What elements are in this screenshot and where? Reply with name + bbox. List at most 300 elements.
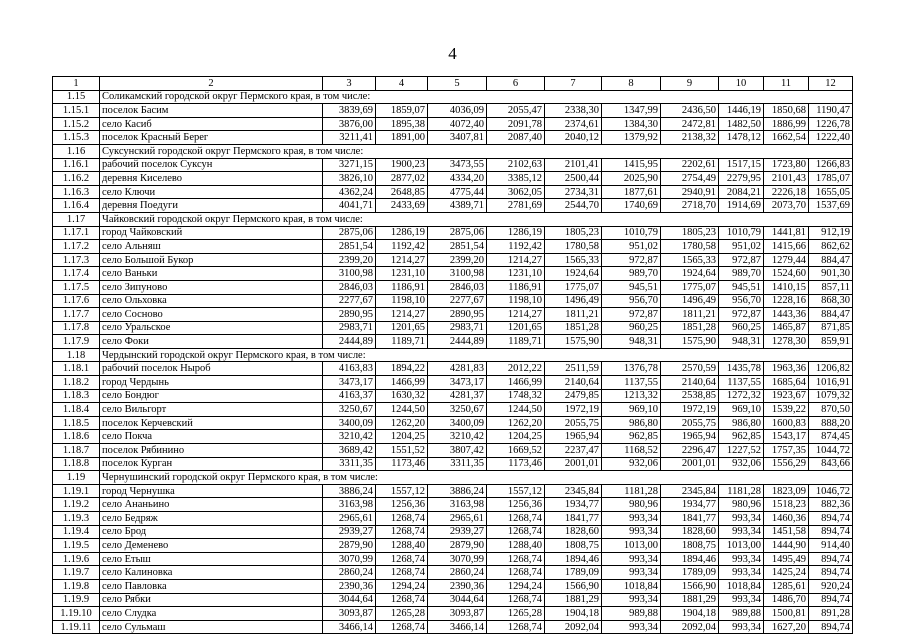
value-cell: 1557,12 bbox=[487, 484, 545, 498]
value-cell: 2570,59 bbox=[661, 362, 719, 376]
value-cell: 980,96 bbox=[719, 498, 764, 512]
value-cell: 956,70 bbox=[602, 294, 661, 308]
section-filler bbox=[661, 144, 719, 158]
table-row bbox=[53, 607, 853, 621]
settlement-name: село Павловка bbox=[100, 579, 323, 593]
value-cell: 1214,27 bbox=[376, 253, 428, 267]
row-code: 1.18.1 bbox=[53, 362, 100, 376]
value-cell: 2983,71 bbox=[428, 321, 487, 335]
value-cell: 1543,17 bbox=[764, 430, 809, 444]
settlement-name: поселок Басим bbox=[100, 104, 323, 118]
section-code: 1.16 bbox=[53, 144, 100, 158]
header-cell: 12 bbox=[809, 77, 853, 91]
value-cell: 2055,47 bbox=[487, 104, 545, 118]
value-cell: 2374,61 bbox=[545, 117, 602, 131]
value-cell: 884,47 bbox=[809, 308, 853, 322]
value-cell: 1466,99 bbox=[487, 376, 545, 390]
value-cell: 972,87 bbox=[602, 308, 661, 322]
value-cell: 1379,92 bbox=[602, 131, 661, 145]
value-cell: 1268,74 bbox=[376, 512, 428, 526]
value-cell: 3311,35 bbox=[323, 457, 376, 471]
value-cell: 2101,43 bbox=[764, 172, 809, 186]
value-cell: 1972,19 bbox=[661, 403, 719, 417]
settlement-name: поселок Курган bbox=[100, 457, 323, 471]
section-filler bbox=[602, 144, 661, 158]
settlement-name: село Зипуново bbox=[100, 280, 323, 294]
value-cell: 2102,63 bbox=[487, 158, 545, 172]
value-cell: 2965,61 bbox=[428, 512, 487, 526]
value-cell: 1828,60 bbox=[661, 525, 719, 539]
value-cell: 1895,38 bbox=[376, 117, 428, 131]
value-cell: 2001,01 bbox=[661, 457, 719, 471]
settlement-name: деревня Поедуги bbox=[100, 199, 323, 213]
table-row bbox=[53, 104, 853, 118]
value-cell: 1268,74 bbox=[487, 525, 545, 539]
value-cell: 1881,29 bbox=[545, 593, 602, 607]
value-cell: 1415,95 bbox=[602, 158, 661, 172]
row-code: 1.17.7 bbox=[53, 308, 100, 322]
value-cell: 4334,20 bbox=[428, 172, 487, 186]
value-cell: 1805,23 bbox=[545, 226, 602, 240]
value-cell: 3311,35 bbox=[428, 457, 487, 471]
value-cell: 1173,46 bbox=[487, 457, 545, 471]
value-cell: 2092,04 bbox=[661, 620, 719, 634]
settlement-name: село Покча bbox=[100, 430, 323, 444]
value-cell: 1268,74 bbox=[376, 525, 428, 539]
value-cell: 932,06 bbox=[719, 457, 764, 471]
value-cell: 2345,84 bbox=[545, 484, 602, 498]
value-cell: 1018,84 bbox=[719, 579, 764, 593]
value-cell: 1189,71 bbox=[376, 335, 428, 349]
header-cell: 3 bbox=[323, 77, 376, 91]
value-cell: 1841,77 bbox=[545, 512, 602, 526]
value-cell: 2879,90 bbox=[428, 539, 487, 553]
settlement-name: город Чернушка bbox=[100, 484, 323, 498]
tariff-table bbox=[52, 76, 853, 634]
value-cell: 1789,09 bbox=[545, 566, 602, 580]
value-cell: 3093,87 bbox=[323, 607, 376, 621]
header-cell: 11 bbox=[764, 77, 809, 91]
table-row bbox=[53, 226, 853, 240]
value-cell: 1018,84 bbox=[602, 579, 661, 593]
value-cell: 993,34 bbox=[602, 512, 661, 526]
value-cell: 884,47 bbox=[809, 253, 853, 267]
value-cell: 1137,55 bbox=[602, 376, 661, 390]
table-row bbox=[53, 552, 853, 566]
value-cell: 894,74 bbox=[809, 552, 853, 566]
value-cell: 1294,24 bbox=[487, 579, 545, 593]
value-cell: 1859,07 bbox=[376, 104, 428, 118]
value-cell: 4281,83 bbox=[428, 362, 487, 376]
value-cell: 2754,49 bbox=[661, 172, 719, 186]
value-cell: 1478,12 bbox=[719, 131, 764, 145]
value-cell: 1805,23 bbox=[661, 226, 719, 240]
row-code: 1.17.6 bbox=[53, 294, 100, 308]
value-cell: 948,31 bbox=[602, 335, 661, 349]
section-filler bbox=[545, 144, 602, 158]
value-cell: 2092,04 bbox=[545, 620, 602, 634]
value-cell: 2277,67 bbox=[323, 294, 376, 308]
row-code: 1.19.9 bbox=[53, 593, 100, 607]
value-cell: 1189,71 bbox=[487, 335, 545, 349]
value-cell: 874,45 bbox=[809, 430, 853, 444]
value-cell: 2433,69 bbox=[376, 199, 428, 213]
row-code: 1.19.7 bbox=[53, 566, 100, 580]
value-cell: 1244,50 bbox=[376, 403, 428, 417]
value-cell: 2012,22 bbox=[487, 362, 545, 376]
value-cell: 2436,50 bbox=[661, 104, 719, 118]
value-cell: 3093,87 bbox=[428, 607, 487, 621]
section-row bbox=[53, 212, 853, 226]
value-cell: 989,88 bbox=[719, 607, 764, 621]
value-cell: 3473,55 bbox=[428, 158, 487, 172]
value-cell: 993,34 bbox=[602, 593, 661, 607]
value-cell: 3062,05 bbox=[487, 185, 545, 199]
value-cell: 2087,40 bbox=[487, 131, 545, 145]
section-filler bbox=[809, 90, 853, 104]
section-filler bbox=[764, 212, 809, 226]
row-code: 1.17.3 bbox=[53, 253, 100, 267]
header-cell: 6 bbox=[487, 77, 545, 91]
value-cell: 932,06 bbox=[602, 457, 661, 471]
value-cell: 1894,46 bbox=[545, 552, 602, 566]
value-cell: 3210,42 bbox=[428, 430, 487, 444]
value-cell: 894,74 bbox=[809, 620, 853, 634]
value-cell: 2851,54 bbox=[428, 240, 487, 254]
row-code: 1.18.3 bbox=[53, 389, 100, 403]
value-cell: 1965,94 bbox=[661, 430, 719, 444]
value-cell: 2138,32 bbox=[661, 131, 719, 145]
value-cell: 1265,28 bbox=[376, 607, 428, 621]
value-cell: 1268,74 bbox=[487, 512, 545, 526]
value-cell: 3466,14 bbox=[323, 620, 376, 634]
section-code: 1.18 bbox=[53, 348, 100, 362]
value-cell: 3271,15 bbox=[323, 158, 376, 172]
value-cell: 894,74 bbox=[809, 525, 853, 539]
value-cell: 1226,78 bbox=[809, 117, 853, 131]
value-cell: 993,34 bbox=[719, 620, 764, 634]
settlement-name: деревня Киселево bbox=[100, 172, 323, 186]
value-cell: 993,34 bbox=[602, 620, 661, 634]
value-cell: 1630,32 bbox=[376, 389, 428, 403]
settlement-name: город Чердынь bbox=[100, 376, 323, 390]
value-cell: 1811,21 bbox=[661, 308, 719, 322]
value-cell: 1924,64 bbox=[661, 267, 719, 281]
value-cell: 1268,74 bbox=[487, 620, 545, 634]
row-code: 1.19.4 bbox=[53, 525, 100, 539]
value-cell: 2345,84 bbox=[661, 484, 719, 498]
value-cell: 1934,77 bbox=[661, 498, 719, 512]
value-cell: 1206,82 bbox=[809, 362, 853, 376]
settlement-name: село Сосново bbox=[100, 308, 323, 322]
value-cell: 960,25 bbox=[602, 321, 661, 335]
section-filler bbox=[602, 90, 661, 104]
value-cell: 962,85 bbox=[719, 430, 764, 444]
value-cell: 1851,28 bbox=[661, 321, 719, 335]
value-cell: 2875,06 bbox=[323, 226, 376, 240]
value-cell: 1496,49 bbox=[545, 294, 602, 308]
value-cell: 3163,98 bbox=[323, 498, 376, 512]
value-cell: 1551,52 bbox=[376, 444, 428, 458]
value-cell: 1963,36 bbox=[764, 362, 809, 376]
value-cell: 2296,47 bbox=[661, 444, 719, 458]
value-cell: 993,34 bbox=[719, 512, 764, 526]
value-cell: 1198,10 bbox=[487, 294, 545, 308]
value-cell: 888,20 bbox=[809, 416, 853, 430]
value-cell: 1228,16 bbox=[764, 294, 809, 308]
value-cell: 4072,40 bbox=[428, 117, 487, 131]
value-cell: 1482,50 bbox=[719, 117, 764, 131]
value-cell: 980,96 bbox=[602, 498, 661, 512]
row-code: 1.18.8 bbox=[53, 457, 100, 471]
value-cell: 1415,66 bbox=[764, 240, 809, 254]
value-cell: 993,34 bbox=[719, 525, 764, 539]
header-cell: 10 bbox=[719, 77, 764, 91]
value-cell: 1285,61 bbox=[764, 579, 809, 593]
value-cell: 2846,03 bbox=[428, 280, 487, 294]
value-cell: 3876,00 bbox=[323, 117, 376, 131]
section-title: Соликамский городской округ Пермского края, в том числе: bbox=[100, 90, 545, 104]
value-cell: 1823,09 bbox=[764, 484, 809, 498]
value-cell: 3210,42 bbox=[323, 430, 376, 444]
value-cell: 4041,71 bbox=[323, 199, 376, 213]
value-cell: 2940,91 bbox=[661, 185, 719, 199]
value-cell: 1669,52 bbox=[487, 444, 545, 458]
value-cell: 1894,22 bbox=[376, 362, 428, 376]
table-row bbox=[53, 566, 853, 580]
value-cell: 1266,83 bbox=[809, 158, 853, 172]
row-code: 1.18.4 bbox=[53, 403, 100, 417]
value-cell: 3385,12 bbox=[487, 172, 545, 186]
header-cell: 8 bbox=[602, 77, 661, 91]
value-cell: 1186,91 bbox=[376, 280, 428, 294]
value-cell: 1557,12 bbox=[376, 484, 428, 498]
value-cell: 1268,74 bbox=[487, 552, 545, 566]
value-cell: 1013,00 bbox=[602, 539, 661, 553]
value-cell: 1231,10 bbox=[376, 267, 428, 281]
value-cell: 3689,42 bbox=[323, 444, 376, 458]
value-cell: 3044,64 bbox=[323, 593, 376, 607]
section-title: Чернушинский городской округ Пермского края, в том числе: bbox=[100, 471, 545, 485]
row-code: 1.18.2 bbox=[53, 376, 100, 390]
value-cell: 951,02 bbox=[719, 240, 764, 254]
table-row bbox=[53, 172, 853, 186]
value-cell: 1204,25 bbox=[376, 430, 428, 444]
value-cell: 1465,87 bbox=[764, 321, 809, 335]
value-cell: 912,19 bbox=[809, 226, 853, 240]
section-row bbox=[53, 348, 853, 362]
settlement-name: село Фоки bbox=[100, 335, 323, 349]
value-cell: 960,25 bbox=[719, 321, 764, 335]
row-code: 1.15.1 bbox=[53, 104, 100, 118]
table-row bbox=[53, 512, 853, 526]
value-cell: 4362,24 bbox=[323, 185, 376, 199]
value-cell: 4775,44 bbox=[428, 185, 487, 199]
settlement-name: село Ключи bbox=[100, 185, 323, 199]
value-cell: 1213,32 bbox=[602, 389, 661, 403]
section-filler bbox=[602, 212, 661, 226]
value-cell: 3839,69 bbox=[323, 104, 376, 118]
value-cell: 945,51 bbox=[719, 280, 764, 294]
value-cell: 843,66 bbox=[809, 457, 853, 471]
value-cell: 1850,68 bbox=[764, 104, 809, 118]
row-code: 1.19.5 bbox=[53, 539, 100, 553]
section-filler bbox=[545, 212, 602, 226]
value-cell: 2538,85 bbox=[661, 389, 719, 403]
value-cell: 1173,46 bbox=[376, 457, 428, 471]
value-cell: 1518,23 bbox=[764, 498, 809, 512]
value-cell: 1256,36 bbox=[487, 498, 545, 512]
settlement-name: село Ананьино bbox=[100, 498, 323, 512]
value-cell: 1441,81 bbox=[764, 226, 809, 240]
value-cell: 986,80 bbox=[719, 416, 764, 430]
value-cell: 4281,37 bbox=[428, 389, 487, 403]
value-cell: 2877,02 bbox=[376, 172, 428, 186]
value-cell: 862,62 bbox=[809, 240, 853, 254]
settlement-name: село Ваньки bbox=[100, 267, 323, 281]
row-code: 1.18.6 bbox=[53, 430, 100, 444]
value-cell: 1010,79 bbox=[602, 226, 661, 240]
value-cell: 3044,64 bbox=[428, 593, 487, 607]
value-cell: 2226,18 bbox=[764, 185, 809, 199]
value-cell: 1537,69 bbox=[809, 199, 853, 213]
value-cell: 1877,61 bbox=[602, 185, 661, 199]
value-cell: 2846,03 bbox=[323, 280, 376, 294]
value-cell: 1740,69 bbox=[602, 199, 661, 213]
value-cell: 1181,28 bbox=[719, 484, 764, 498]
value-cell: 1262,20 bbox=[376, 416, 428, 430]
value-cell: 2965,61 bbox=[323, 512, 376, 526]
value-cell: 2040,12 bbox=[545, 131, 602, 145]
value-cell: 1286,19 bbox=[376, 226, 428, 240]
value-cell: 1376,78 bbox=[602, 362, 661, 376]
row-code: 1.16.1 bbox=[53, 158, 100, 172]
value-cell: 1808,75 bbox=[545, 539, 602, 553]
value-cell: 1168,52 bbox=[602, 444, 661, 458]
value-cell: 1013,00 bbox=[719, 539, 764, 553]
header-cell: 7 bbox=[545, 77, 602, 91]
value-cell: 1227,52 bbox=[719, 444, 764, 458]
value-cell: 1851,28 bbox=[545, 321, 602, 335]
section-title: Чердынский городской округ Пермского края, в том числе: bbox=[100, 348, 545, 362]
value-cell: 1904,18 bbox=[545, 607, 602, 621]
value-cell: 1517,15 bbox=[719, 158, 764, 172]
value-cell: 1384,30 bbox=[602, 117, 661, 131]
section-filler bbox=[661, 471, 719, 485]
settlement-name: село Рябки bbox=[100, 593, 323, 607]
value-cell: 870,50 bbox=[809, 403, 853, 417]
value-cell: 1924,64 bbox=[545, 267, 602, 281]
value-cell: 1565,33 bbox=[545, 253, 602, 267]
section-filler bbox=[545, 90, 602, 104]
table-row bbox=[53, 131, 853, 145]
header-cell: 4 bbox=[376, 77, 428, 91]
value-cell: 1566,90 bbox=[661, 579, 719, 593]
value-cell: 4036,09 bbox=[428, 104, 487, 118]
value-cell: 1780,58 bbox=[661, 240, 719, 254]
section-row bbox=[53, 90, 853, 104]
value-cell: 2983,71 bbox=[323, 321, 376, 335]
value-cell: 993,34 bbox=[602, 566, 661, 580]
value-cell: 1192,42 bbox=[487, 240, 545, 254]
value-cell: 2140,64 bbox=[545, 376, 602, 390]
row-code: 1.19.1 bbox=[53, 484, 100, 498]
section-filler bbox=[764, 144, 809, 158]
value-cell: 1575,90 bbox=[661, 335, 719, 349]
value-cell: 1214,27 bbox=[376, 308, 428, 322]
settlement-name: село Слудка bbox=[100, 607, 323, 621]
value-cell: 2544,70 bbox=[545, 199, 602, 213]
value-cell: 3407,81 bbox=[428, 131, 487, 145]
value-cell: 920,24 bbox=[809, 579, 853, 593]
value-cell: 1222,40 bbox=[809, 131, 853, 145]
value-cell: 2511,59 bbox=[545, 362, 602, 376]
settlement-name: город Чайковский bbox=[100, 226, 323, 240]
value-cell: 1748,32 bbox=[487, 389, 545, 403]
value-cell: 1262,20 bbox=[487, 416, 545, 430]
value-cell: 1600,83 bbox=[764, 416, 809, 430]
value-cell: 4389,71 bbox=[428, 199, 487, 213]
header-cell: 5 bbox=[428, 77, 487, 91]
row-code: 1.19.10 bbox=[53, 607, 100, 621]
value-cell: 989,88 bbox=[602, 607, 661, 621]
settlement-name: село Бедряж bbox=[100, 512, 323, 526]
value-cell: 3211,41 bbox=[323, 131, 376, 145]
value-cell: 868,30 bbox=[809, 294, 853, 308]
value-cell: 2781,69 bbox=[487, 199, 545, 213]
value-cell: 1828,60 bbox=[545, 525, 602, 539]
settlement-name: поселок Рябинино bbox=[100, 444, 323, 458]
value-cell: 3886,24 bbox=[323, 484, 376, 498]
value-cell: 3070,99 bbox=[428, 552, 487, 566]
value-cell: 993,34 bbox=[719, 566, 764, 580]
value-cell: 1775,07 bbox=[661, 280, 719, 294]
value-cell: 956,70 bbox=[719, 294, 764, 308]
value-cell: 1556,29 bbox=[764, 457, 809, 471]
value-cell: 1655,05 bbox=[809, 185, 853, 199]
row-code: 1.15.3 bbox=[53, 131, 100, 145]
value-cell: 993,34 bbox=[602, 552, 661, 566]
value-cell: 1811,21 bbox=[545, 308, 602, 322]
settlement-name: рабочий поселок Суксун bbox=[100, 158, 323, 172]
table-row bbox=[53, 294, 853, 308]
section-filler bbox=[764, 471, 809, 485]
value-cell: 1244,50 bbox=[487, 403, 545, 417]
value-cell: 2202,61 bbox=[661, 158, 719, 172]
settlement-name: село Брод bbox=[100, 525, 323, 539]
value-cell: 2390,36 bbox=[323, 579, 376, 593]
value-cell: 2734,31 bbox=[545, 185, 602, 199]
value-cell: 3250,67 bbox=[428, 403, 487, 417]
value-cell: 3807,42 bbox=[428, 444, 487, 458]
value-cell: 2140,64 bbox=[661, 376, 719, 390]
value-cell: 1231,10 bbox=[487, 267, 545, 281]
value-cell: 1685,64 bbox=[764, 376, 809, 390]
value-cell: 2001,01 bbox=[545, 457, 602, 471]
value-cell: 2338,30 bbox=[545, 104, 602, 118]
section-code: 1.15 bbox=[53, 90, 100, 104]
table-row bbox=[53, 267, 853, 281]
value-cell: 3400,09 bbox=[428, 416, 487, 430]
value-cell: 1425,24 bbox=[764, 566, 809, 580]
table-row bbox=[53, 389, 853, 403]
row-code: 1.19.11 bbox=[53, 620, 100, 634]
section-filler bbox=[602, 471, 661, 485]
value-cell: 951,02 bbox=[602, 240, 661, 254]
value-cell: 1780,58 bbox=[545, 240, 602, 254]
value-cell: 3466,14 bbox=[428, 620, 487, 634]
section-title: Чайковский городской округ Пермского края, в том числе: bbox=[100, 212, 545, 226]
